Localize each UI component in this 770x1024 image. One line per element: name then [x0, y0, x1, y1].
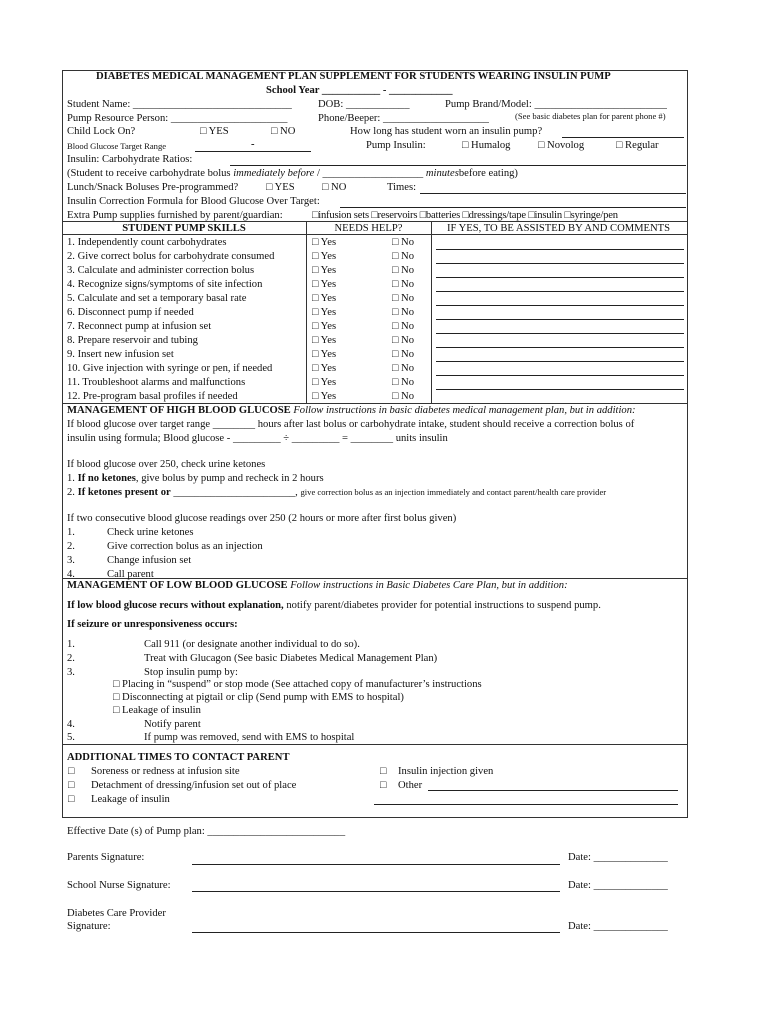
step-text: Check urine ketones — [107, 527, 194, 538]
needs-help-no-checkbox[interactable]: □ No — [392, 363, 414, 374]
contact-checkbox[interactable]: □ — [68, 766, 75, 777]
nurse-signature-label: School Nurse Signature: — [67, 880, 171, 891]
skill-label: 9. Insert new infusion set — [67, 349, 174, 360]
humalog-checkbox[interactable]: □ Humalog — [462, 140, 511, 151]
needs-help-no-checkbox[interactable]: □ No — [392, 391, 414, 402]
provider-signature-label-1: Diabetes Care Provider — [67, 908, 166, 919]
needs-help-yes-checkbox[interactable]: □ Yes — [312, 251, 337, 262]
contact-checkbox[interactable]: □ — [68, 794, 75, 805]
ketones-present-line: 2. If ketones present or _______________________, give correction bolus as an injection immediately and contact parent/health care provider — [67, 487, 607, 498]
rule-low-top — [62, 578, 688, 579]
comment-field[interactable] — [436, 277, 684, 278]
skill-label: 1. Independently count carbohydrates — [67, 237, 227, 248]
comment-field[interactable] — [436, 319, 684, 320]
skills-header: STUDENT PUMP SKILLS — [122, 223, 246, 234]
pump-resource-field[interactable]: Pump Resource Person: ______________________ — [67, 113, 288, 124]
child-lock-label: Child Lock On? — [67, 126, 136, 137]
provider-signature-field[interactable] — [192, 932, 560, 933]
needs-help-no-checkbox[interactable]: □ No — [392, 307, 414, 318]
consecutive-readings-line: If two consecutive blood glucose readings over 250 (2 hours or more after first bolus given) — [67, 513, 457, 524]
times-label: Times: — [387, 182, 417, 193]
bg-target-label: Blood Glucose Target Range — [67, 141, 167, 151]
carb-ratio-field[interactable] — [230, 165, 686, 166]
step-text: Stop insulin pump by: — [144, 667, 238, 678]
contact-parent-heading: ADDITIONAL TIMES TO CONTACT PARENT — [67, 752, 290, 763]
contact-reason-label: Other — [398, 780, 423, 791]
needs-help-header: NEEDS HELP? — [334, 223, 403, 234]
comment-field[interactable] — [436, 333, 684, 334]
step-number: 4. — [67, 569, 75, 580]
step-number: 5. — [67, 732, 75, 743]
regular-checkbox[interactable]: □ Regular — [616, 140, 659, 151]
needs-help-no-checkbox[interactable]: □ No — [392, 377, 414, 388]
step-text: Give correction bolus as an injection — [107, 541, 263, 552]
pump-insulin-label: Pump Insulin: — [366, 140, 426, 151]
contact-reason-label: Soreness or redness at infusion site — [91, 766, 240, 777]
phone-note: (See basic diabetes plan for parent phone #) — [515, 111, 666, 121]
step-number: 3. — [67, 555, 75, 566]
needs-help-yes-checkbox[interactable]: □ Yes — [312, 307, 337, 318]
skill-label: 6. Disconnect pump if needed — [67, 307, 194, 318]
contact-checkbox[interactable]: □ — [68, 780, 75, 791]
needs-help-no-checkbox[interactable]: □ No — [392, 251, 414, 262]
needs-help-yes-checkbox[interactable]: □ Yes — [312, 363, 337, 374]
step-text: Change infusion set — [107, 555, 192, 566]
novolog-checkbox[interactable]: □ Novolog — [538, 140, 585, 151]
needs-help-yes-checkbox[interactable]: □ Yes — [312, 293, 337, 304]
bg-target-dash: - — [251, 139, 255, 150]
step-number: 2. — [67, 541, 75, 552]
provider-signature-label-2: Signature: — [67, 921, 111, 932]
needs-help-yes-checkbox[interactable]: □ Yes — [312, 265, 337, 276]
bolus-timing-line: (Student to receive carbohydrate bolus immediately before / ___________________ minutesbefore eating) — [67, 168, 518, 179]
contact-checkbox[interactable]: □ — [380, 766, 387, 777]
needs-help-no-checkbox[interactable]: □ No — [392, 335, 414, 346]
correction-formula-label: Insulin Correction Formula for Blood Glucose Over Target: — [67, 196, 320, 207]
rule-col1 — [306, 221, 307, 403]
skill-label: 4. Recognize signs/symptoms of site infection — [67, 279, 263, 290]
step-text: Notify parent — [144, 719, 201, 730]
child-lock-no-checkbox[interactable]: □ NO — [271, 126, 296, 137]
needs-help-no-checkbox[interactable]: □ No — [392, 237, 414, 248]
low-bg-heading: MANAGEMENT OF LOW BLOOD GLUCOSE Follow instructions in Basic Diabetes Care Plan, but in addition: — [67, 580, 568, 591]
how-long-label: How long has student worn an insulin pump? — [350, 126, 543, 137]
skill-label: 2. Give correct bolus for carbohydrate consumed — [67, 251, 275, 262]
phone-field[interactable]: Phone/Beeper: ____________________ — [318, 113, 489, 124]
step-number: 4. — [67, 719, 75, 730]
comment-field[interactable] — [436, 291, 684, 292]
step-number: 1. — [67, 527, 75, 538]
skill-label: 12. Pre-program basal profiles if needed — [67, 391, 238, 402]
nurse-signature-field[interactable] — [192, 891, 560, 892]
comments-header: IF YES, TO BE ASSISTED BY AND COMMENTS — [446, 223, 671, 234]
needs-help-yes-checkbox[interactable]: □ Yes — [312, 335, 337, 346]
how-long-field[interactable] — [562, 137, 684, 138]
step-number: 2. — [67, 653, 75, 664]
lunch-yes-checkbox[interactable]: □ YES — [266, 182, 295, 193]
contact-reason-label: Detachment of dressing/infusion set out of place — [91, 780, 297, 791]
no-ketones-line: 1. If no ketones, give bolus by pump and recheck in 2 hours — [67, 473, 324, 484]
child-lock-yes-checkbox[interactable]: □ YES — [200, 126, 229, 137]
low-recur-line: If low blood glucose recurs without explanation, notify parent/diabetes provider for potential instructions to suspend pump. — [67, 600, 601, 611]
needs-help-no-checkbox[interactable]: □ No — [392, 349, 414, 360]
seizure-heading: If seizure or unresponsiveness occurs: — [67, 619, 238, 630]
skill-label: 10. Give injection with syringe or pen, if needed — [67, 363, 273, 374]
stop-pump-option[interactable]: □ Leakage of insulin — [113, 705, 201, 716]
contact-reason-label: Insulin injection given — [398, 766, 494, 777]
high-bg-heading: MANAGEMENT OF HIGH BLOOD GLUCOSE Follow instructions in basic diabetes medical management plan, but in addition: — [67, 405, 636, 416]
needs-help-no-checkbox[interactable]: □ No — [392, 293, 414, 304]
comment-field[interactable] — [436, 347, 684, 348]
needs-help-yes-checkbox[interactable]: □ Yes — [312, 377, 337, 388]
step-text: Call parent — [107, 569, 154, 580]
dob-field[interactable]: DOB: ____________ — [318, 99, 410, 110]
needs-help-yes-checkbox[interactable]: □ Yes — [312, 349, 337, 360]
extra-supplies-label: Extra Pump supplies furnished by parent/guardian: — [67, 210, 283, 221]
skill-label: 5. Calculate and set a temporary basal rate — [67, 293, 247, 304]
contact-checkbox[interactable]: □ — [380, 780, 387, 791]
step-number: 3. — [67, 667, 75, 678]
provider-date-field[interactable]: Date: ______________ — [568, 921, 668, 932]
carb-ratio-label: Insulin: Carbohydrate Ratios: — [67, 154, 193, 165]
high-bg-line1: If blood glucose over target range ________ hours after last bolus or carbohydrate intake, student should receive a correction bolus of — [67, 419, 635, 430]
correction-formula-field[interactable] — [340, 207, 686, 208]
stop-pump-option[interactable]: □ Disconnecting at pigtail or clip (Send pump with EMS to hospital) — [113, 692, 404, 703]
comment-field[interactable] — [436, 375, 684, 376]
comment-field[interactable] — [436, 389, 684, 390]
other-field[interactable] — [428, 790, 678, 791]
needs-help-yes-checkbox[interactable]: □ Yes — [312, 279, 337, 290]
student-name-field[interactable]: Student Name: ______________________________ — [67, 99, 292, 110]
comment-field[interactable] — [436, 361, 684, 362]
rule-col2 — [431, 221, 432, 403]
times-field[interactable] — [420, 193, 686, 194]
lunch-no-checkbox[interactable]: □ NO — [322, 182, 347, 193]
pump-brand-field[interactable]: Pump Brand/Model: _________________________ — [445, 99, 667, 110]
comment-field[interactable] — [436, 249, 684, 250]
comment-field[interactable] — [436, 263, 684, 264]
step-number: 1. — [67, 639, 75, 650]
parents-signature-field[interactable] — [192, 864, 560, 865]
school-year-field[interactable]: School Year ___________ - ____________ — [266, 85, 453, 96]
ketone-check-line: If blood glucose over 250, check urine ketones — [67, 459, 266, 470]
effective-date-field[interactable]: Effective Date (s) of Pump plan: __________________________ — [67, 826, 346, 837]
parents-signature-label: Parents Signature: — [67, 852, 145, 863]
skill-label: 7. Reconnect pump at infusion set — [67, 321, 212, 332]
form-title: DIABETES MEDICAL MANAGEMENT PLAN SUPPLEMENT FOR STUDENTS WEARING INSULIN PUMP — [96, 71, 611, 82]
nurse-date-field[interactable]: Date: ______________ — [568, 880, 668, 891]
step-text: Treat with Glucagon (See basic Diabetes Medical Management Plan) — [144, 653, 438, 664]
stop-pump-option[interactable]: □ Placing in “suspend” or stop mode (See attached copy of manufacturer’s instructions — [113, 679, 482, 690]
lunch-preprogram-label: Lunch/Snack Boluses Pre-programmed? — [67, 182, 239, 193]
supplies-checkboxes[interactable]: □infusion sets □reservoirs □batteries □dressings/tape □insulin □syringe/pen — [312, 210, 618, 221]
skill-label: 11. Troubleshoot alarms and malfunctions — [67, 377, 246, 388]
comment-field[interactable] — [436, 305, 684, 306]
needs-help-no-checkbox[interactable]: □ No — [392, 265, 414, 276]
contact-reason-label: Leakage of insulin — [91, 794, 170, 805]
needs-help-yes-checkbox[interactable]: □ Yes — [312, 391, 337, 402]
step-text: Call 911 (or designate another individual to do so). — [144, 639, 360, 650]
needs-help-yes-checkbox[interactable]: □ Yes — [312, 237, 337, 248]
needs-help-no-checkbox[interactable]: □ No — [392, 279, 414, 290]
needs-help-yes-checkbox[interactable]: □ Yes — [312, 321, 337, 332]
parents-date-field[interactable]: Date: ______________ — [568, 852, 668, 863]
step-text: If pump was removed, send with EMS to hospital — [144, 732, 355, 743]
needs-help-no-checkbox[interactable]: □ No — [392, 321, 414, 332]
skill-label: 3. Calculate and administer correction bolus — [67, 265, 255, 276]
skill-label: 8. Prepare reservoir and tubing — [67, 335, 198, 346]
high-bg-formula[interactable]: insulin using formula; Blood glucose - _________ ÷ _________ = ________ units insulin — [67, 433, 448, 444]
other-field-line2[interactable] — [374, 804, 678, 805]
